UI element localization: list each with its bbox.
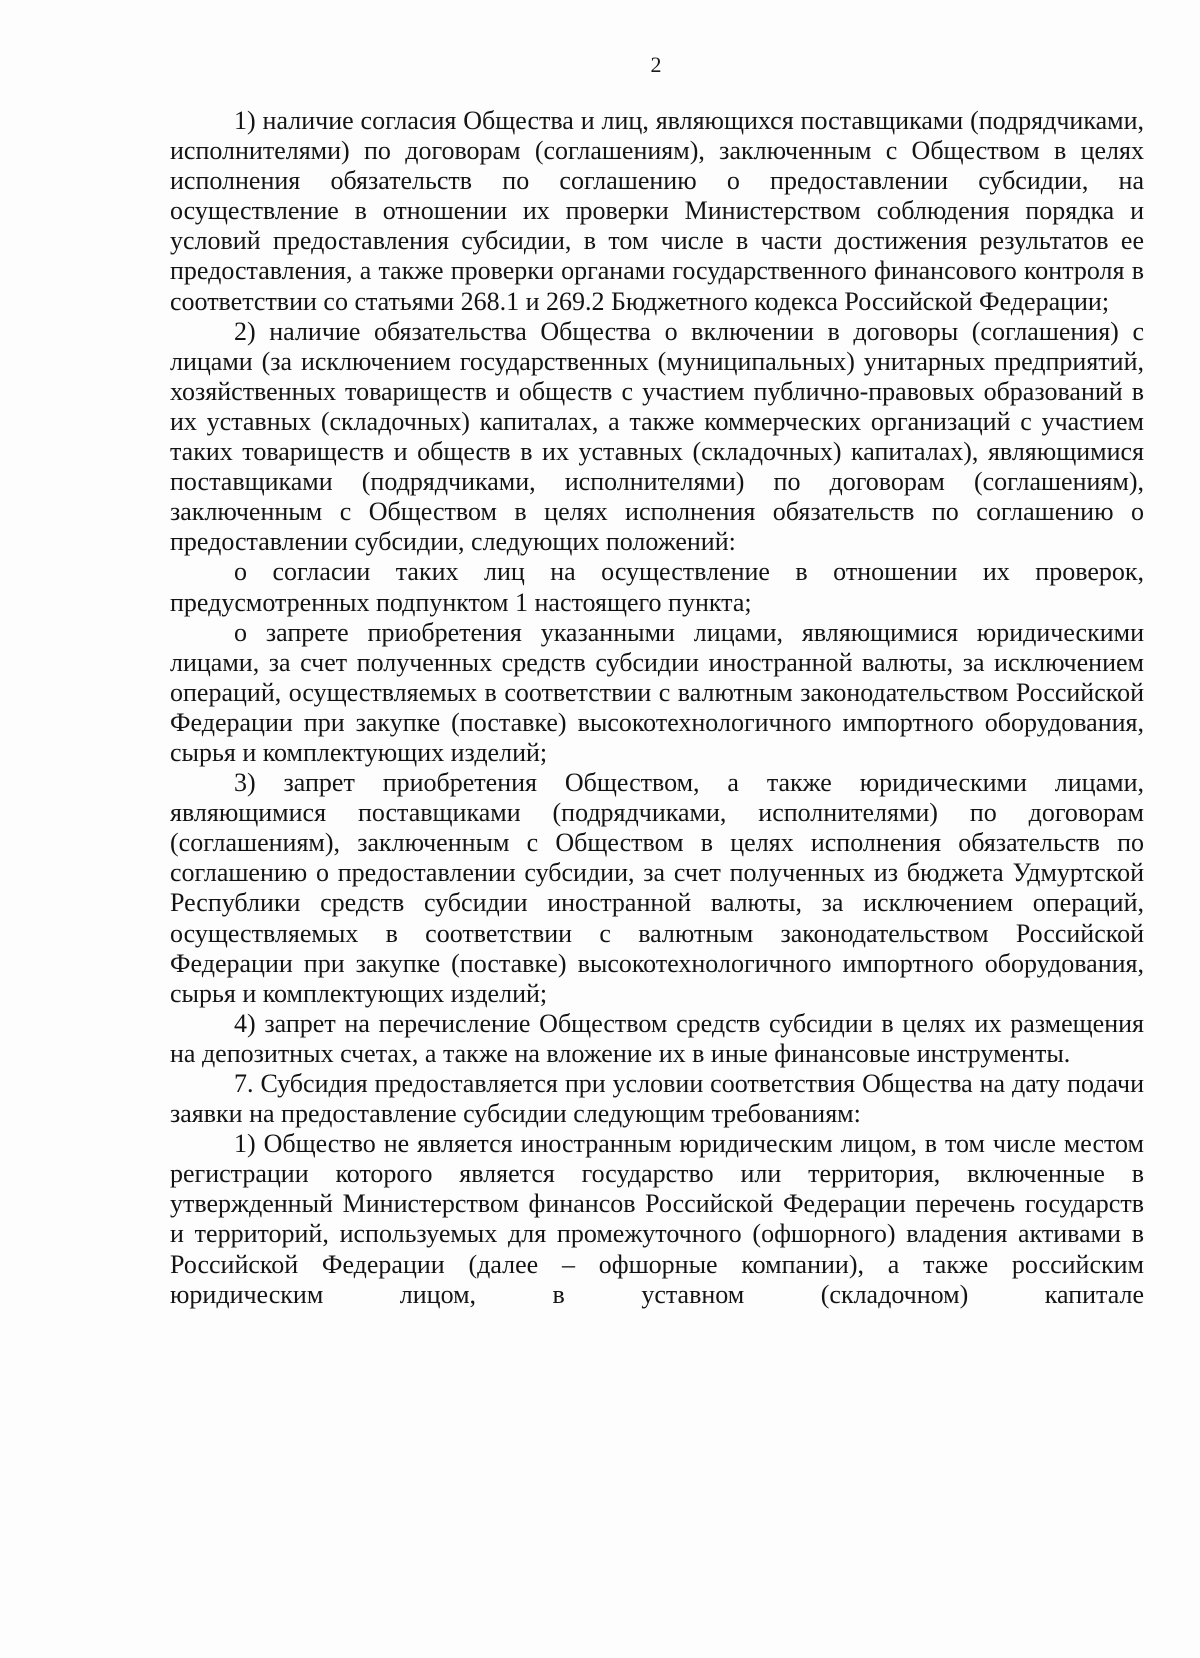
paragraph-consent-audit: 1) наличие согласия Общества и лиц, являющихся поставщиками (подрядчиками, исполнителями) по договорам (соглашениям), заключенным с Обществом в целях исполнения обязательств по соглашению о предоставлении субсидии, на осуществление в отношении их проверки Министерством соблюдения порядка и условий предоставления субсидии, в том числе в части достижения результатов ее предоставления, а также проверки органами государственного финансового контроля в соответствии со статьями 268.1 и 269.2 Бюджетного кодекса Российской Федерации; — [170, 106, 1144, 316]
paragraph-currency-ban-contractors: о запрете приобретения указанными лицами, являющимися юридическими лицами, за счет полученных средств субсидии иностранной валюты, за исключением операций, осуществляемых в соответствии с валютным законодательством Российской Федерации при закупке (поставке) высокотехнологичного импортного оборудования, сырья и комплектующих изделий; — [170, 617, 1144, 767]
paragraph-contract-obligation: 2) наличие обязательства Общества о включении в договоры (соглашения) с лицами (за исключением государственных (муниципальных) унитарных предприятий, хозяйственных товариществ и обществ с участием публично-правовых образований в их уставных (складочных) капиталах, а также коммерческих организаций с участием таких товариществ и обществ в их уставных (складочных) капиталах), являющимися поставщиками (подрядчиками, исполнителями) по договорам (соглашениям), заключенным с Обществом в целях исполнения обязательств по соглашению о предоставлении субсидии, следующих положений: — [170, 316, 1144, 557]
paragraph-subsidy-requirements: 7. Субсидия предоставляется при условии соответствия Общества на дату подачи заявки на предоставление субсидии следующим требованиям: — [170, 1069, 1144, 1129]
paragraph-consent-inspections: о согласии таких лиц на осуществление в отношении их проверок, предусмотренных подпунктом 1 настоящего пункта; — [170, 557, 1144, 617]
document-body — [170, 106, 1144, 1310]
paragraph-not-foreign-entity: 1) Общество не является иностранным юридическим лицом, в том числе местом регистрации которого является государство или территория, включенные в утвержденный Министерством финансов Российской Федерации перечень государств и территорий, используемых для промежуточного (офшорного) владения активами в Российской Федерации (далее – офшорные компании), а также российским юридическим лицом, в уставном (складочном) капитале — [170, 1129, 1144, 1309]
paragraph-deposit-ban: 4) запрет на перечисление Обществом средств субсидии в целях их размещения на депозитных счетах, а также на вложение их в иные финансовые инструменты. — [170, 1008, 1144, 1068]
page-number: 2 — [650, 52, 662, 77]
paragraph-currency-ban-company: 3) запрет приобретения Обществом, а также юридическими лицами, являющимися поставщиками (подрядчиками, исполнителями) по договорам (соглашениям), заключенным с Обществом в целях исполнения обязательств по соглашению о предоставлении субсидии, за счет полученных из бюджета Удмуртской Республики средств субсидии иностранной валюты, за исключением операций, осуществляемых в соответствии с валютным законодательством Российской Федерации при закупке (поставке) высокотехнологичного импортного оборудования, сырья и комплектующих изделий; — [170, 768, 1144, 1008]
